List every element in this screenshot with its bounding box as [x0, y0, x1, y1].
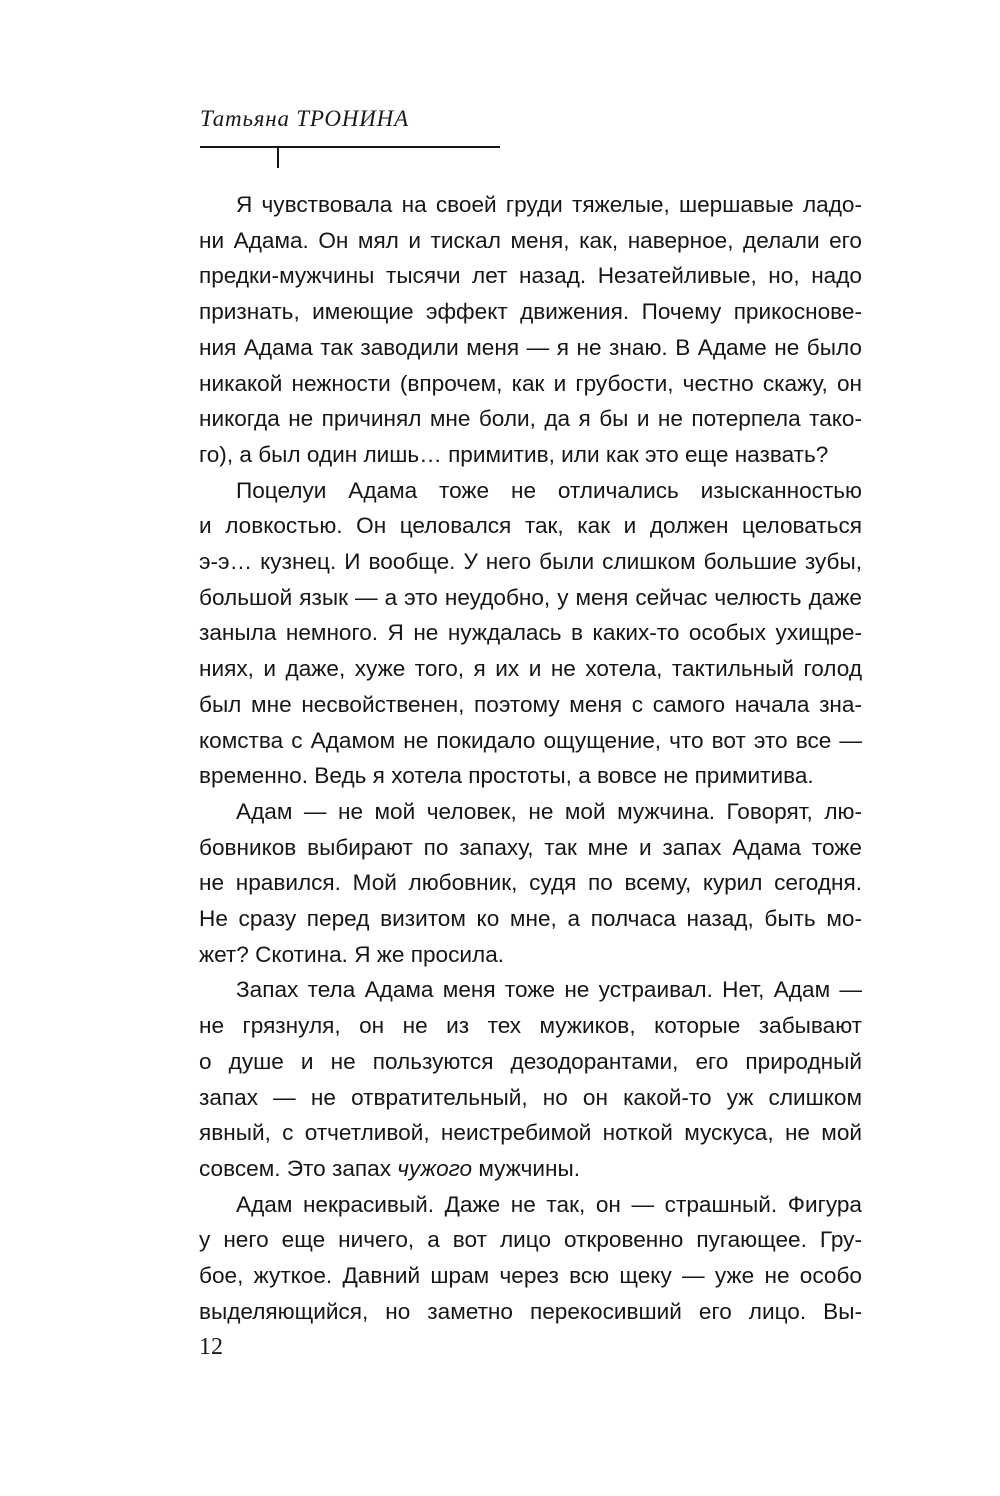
text-line: бое, жуткое. Давний шрам через всю щеку — уже не особо	[199, 1263, 862, 1289]
text-line: э-э… кузнец. И вообще. У него были слишком большие зубы,	[199, 549, 862, 575]
text-line: временно. Ведь я хотела простоты, а вовсе не примитива.	[199, 763, 814, 789]
text-line: го), а был один лишь… примитив, или как это еще назвать?	[199, 441, 829, 467]
text-line: Поцелуи Адама тоже не отличались изысканностью	[236, 477, 862, 503]
text-line: заныла немного. Я не нуждалась в каких-то особых ухищре-	[199, 620, 862, 646]
text-line: не грязнуля, он не из тех мужиков, которые забывают	[199, 1013, 862, 1039]
text-line: не нравился. Мой любовник, судя по всему, курил сегодня.	[199, 870, 862, 896]
text-line: большой язык — а это неудобно, у меня сейчас челюсть даже	[199, 584, 862, 610]
header-rule	[200, 146, 500, 148]
text-line: совсем. Это запах чужого мужчины.	[199, 1155, 580, 1181]
text-line: у него еще ничего, а вот лицо откровенно пугающее. Гру-	[199, 1227, 862, 1253]
text-line: жет? Скотина. Я же просила.	[199, 941, 505, 967]
text-line: комства с Адамом не покидало ощущение, что вот это все —	[199, 727, 862, 753]
text-line: запах — не отвратительный, но он какой-то уж слишком	[199, 1084, 862, 1110]
text-line: явный, с отчетливой, неистребимой ноткой мускуса, не мой	[199, 1120, 862, 1146]
text-line: признать, имеющие эффект движения. Почему прикоснове-	[199, 299, 862, 325]
text-line: Запах тела Адама меня тоже не устраивал. Нет, Адам —	[236, 977, 862, 1003]
text-line: никакой нежности (впрочем, как и грубости, честно скажу, он	[199, 370, 862, 396]
text-line: Адам — не мой человек, не мой мужчина. Говорят, лю-	[236, 798, 862, 824]
text-line: бовников выбирают по запаху, так мне и запах Адама тоже	[199, 834, 862, 860]
text-line: ниях, и даже, хуже того, я их и не хотела, тактильный голод	[199, 656, 862, 682]
running-head-author: Татьяна ТРОНИНА	[200, 106, 409, 131]
text-line: Не сразу перед визитом ко мне, а полчаса назад, быть мо-	[199, 906, 862, 932]
text-line: выделяющийся, но заметно перекосивший его лицо. Вы-	[199, 1298, 862, 1324]
text-line: ния Адама так заводили меня — я не знаю. В Адаме не было	[199, 334, 862, 360]
text-line: был мне несвойственен, поэтому меня с самого начала зна-	[199, 691, 862, 717]
page-number: 12	[199, 1334, 223, 1360]
text-line: предки-мужчины тысячи лет назад. Незатейливые, но, надо	[199, 263, 862, 289]
text-line: и ловкостью. Он целовался так, как и должен целоваться	[199, 513, 862, 539]
text-line: никогда не причинял мне боли, да я бы и не потерпела тако-	[199, 406, 862, 432]
text-line: о душе и не пользуются дезодорантами, его природный	[199, 1048, 862, 1074]
text-line: Я чувствовала на своей груди тяжелые, шершавые ладо-	[236, 192, 862, 217]
header-rule-tick	[277, 147, 279, 168]
text-line: ни Адама. Он мял и тискал меня, как, наверное, делали его	[199, 227, 862, 253]
text-line: Адам некрасивый. Даже не так, он — страшный. Фигура	[236, 1191, 862, 1217]
body-text	[199, 187, 862, 1330]
